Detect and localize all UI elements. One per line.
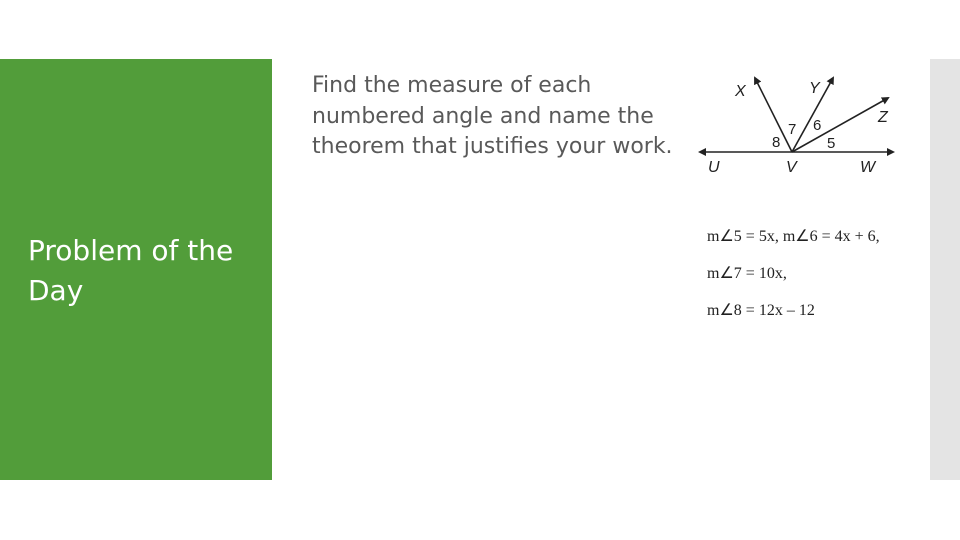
point-label: W — [860, 159, 876, 176]
angle-equations — [707, 226, 927, 337]
point-label: X — [735, 83, 746, 100]
equation-line: m∠5 = 5x, m∠6 = 4x + 6, — [707, 228, 880, 245]
angle-number: 5 — [827, 135, 836, 152]
point-label: V — [786, 159, 797, 176]
side-bar — [930, 59, 960, 480]
problem-prompt — [312, 71, 702, 163]
equation-line: m∠7 = 10x, — [707, 265, 787, 282]
point-label: Z — [878, 109, 888, 126]
angle-number: 8 — [772, 134, 781, 151]
equation-line: m∠8 = 12x – 12 — [707, 302, 815, 319]
point-label: U — [708, 159, 720, 176]
angle-number: 7 — [788, 121, 797, 138]
slide-title: Problem of the Day — [28, 234, 234, 307]
angle-number: 6 — [813, 117, 822, 134]
angle-figure — [695, 70, 905, 180]
prompt-line: theorem that justifies your work. — [312, 134, 673, 159]
point-label: Y — [809, 80, 820, 97]
prompt-line: Find the measure of each — [312, 73, 592, 98]
prompt-line: numbered angle and name the — [312, 103, 654, 129]
